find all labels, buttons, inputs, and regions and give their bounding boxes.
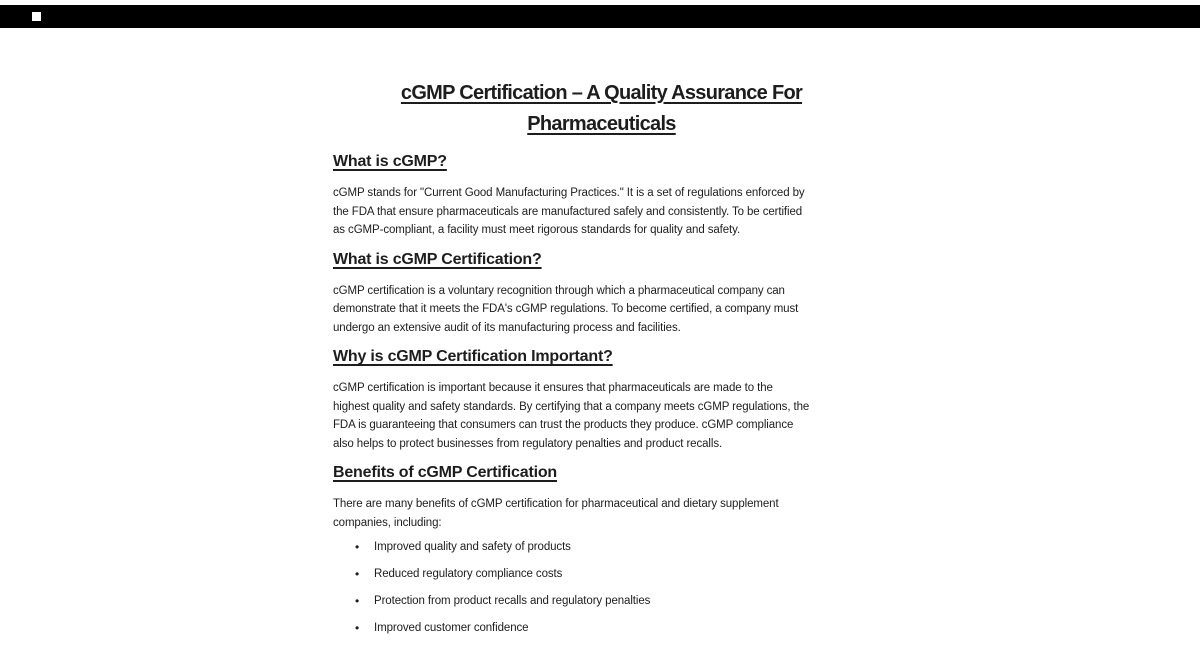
section-heading bbox=[333, 463, 870, 483]
top-bar bbox=[0, 5, 1200, 28]
section-heading bbox=[333, 152, 870, 172]
document-title-line bbox=[333, 109, 870, 140]
document-section bbox=[333, 152, 870, 240]
list-item: • Improved customer confidence bbox=[333, 619, 870, 638]
paragraph-line: as cGMP-compliant, a facility must meet rigorous standards for quality and safety. bbox=[333, 224, 741, 236]
section-paragraph bbox=[333, 379, 870, 453]
document-title-line bbox=[333, 78, 870, 109]
document-section bbox=[333, 250, 870, 338]
paragraph-line: undergo an extensive audit of its manufacturing process and facilities. bbox=[333, 321, 681, 334]
section-paragraph bbox=[333, 282, 870, 338]
paragraph-line: demonstrate that it meets the FDA's cGMP regulations. To become certified, a company must bbox=[333, 303, 799, 315]
section-heading bbox=[333, 250, 870, 270]
paragraph-line: the FDA that ensure pharmaceuticals are manufactured safely and consistently. To be certified bbox=[333, 205, 803, 218]
top-bar-glyph bbox=[32, 12, 41, 21]
section-heading bbox=[333, 347, 870, 367]
document-section bbox=[333, 463, 870, 638]
bullet-list bbox=[333, 538, 870, 638]
document-section bbox=[333, 347, 870, 453]
document-title-text-1: cGMP Certification – A Quality Assurance For bbox=[400, 82, 803, 104]
section-heading-text: What is cGMP? bbox=[333, 153, 447, 170]
list-item: • Reduced regulatory compliance costs bbox=[333, 565, 870, 584]
document-title bbox=[333, 78, 870, 140]
section-paragraph bbox=[333, 495, 870, 532]
paragraph-line: highest quality and safety standards. By certifying that a company meets cGMP regulations, the bbox=[333, 400, 810, 413]
paragraph-line: companies, including: bbox=[333, 516, 442, 529]
document-sections bbox=[333, 152, 870, 638]
section-paragraph bbox=[333, 184, 870, 240]
section-heading-text: Why is cGMP Certification Important? bbox=[333, 348, 613, 365]
paragraph-line: cGMP certification is a voluntary recognition through which a pharmaceutical company can bbox=[333, 284, 785, 297]
list-item: • Protection from product recalls and regulatory penalties bbox=[333, 592, 870, 611]
paragraph-line: cGMP certification is important because it ensures that pharmaceuticals are made to the bbox=[333, 382, 773, 394]
paragraph-line: There are many benefits of cGMP certification for pharmaceutical and dietary supplement bbox=[333, 498, 779, 510]
paragraph-line: FDA is guaranteeing that consumers can trust the products they produce. cGMP compliance bbox=[333, 419, 794, 431]
section-heading-text: What is cGMP Certification? bbox=[333, 250, 542, 268]
list-item: • Improved quality and safety of products bbox=[333, 538, 870, 557]
document-page bbox=[333, 78, 870, 646]
section-heading-text: Benefits of cGMP Certification bbox=[333, 464, 557, 481]
paragraph-line: also helps to protect businesses from regulatory penalties and product recalls. bbox=[333, 437, 723, 450]
paragraph-line: cGMP stands for "Current Good Manufacturing Practices." It is a set of regulations enforced by bbox=[333, 187, 805, 199]
document-title-text-2: Pharmaceuticals bbox=[527, 113, 676, 135]
